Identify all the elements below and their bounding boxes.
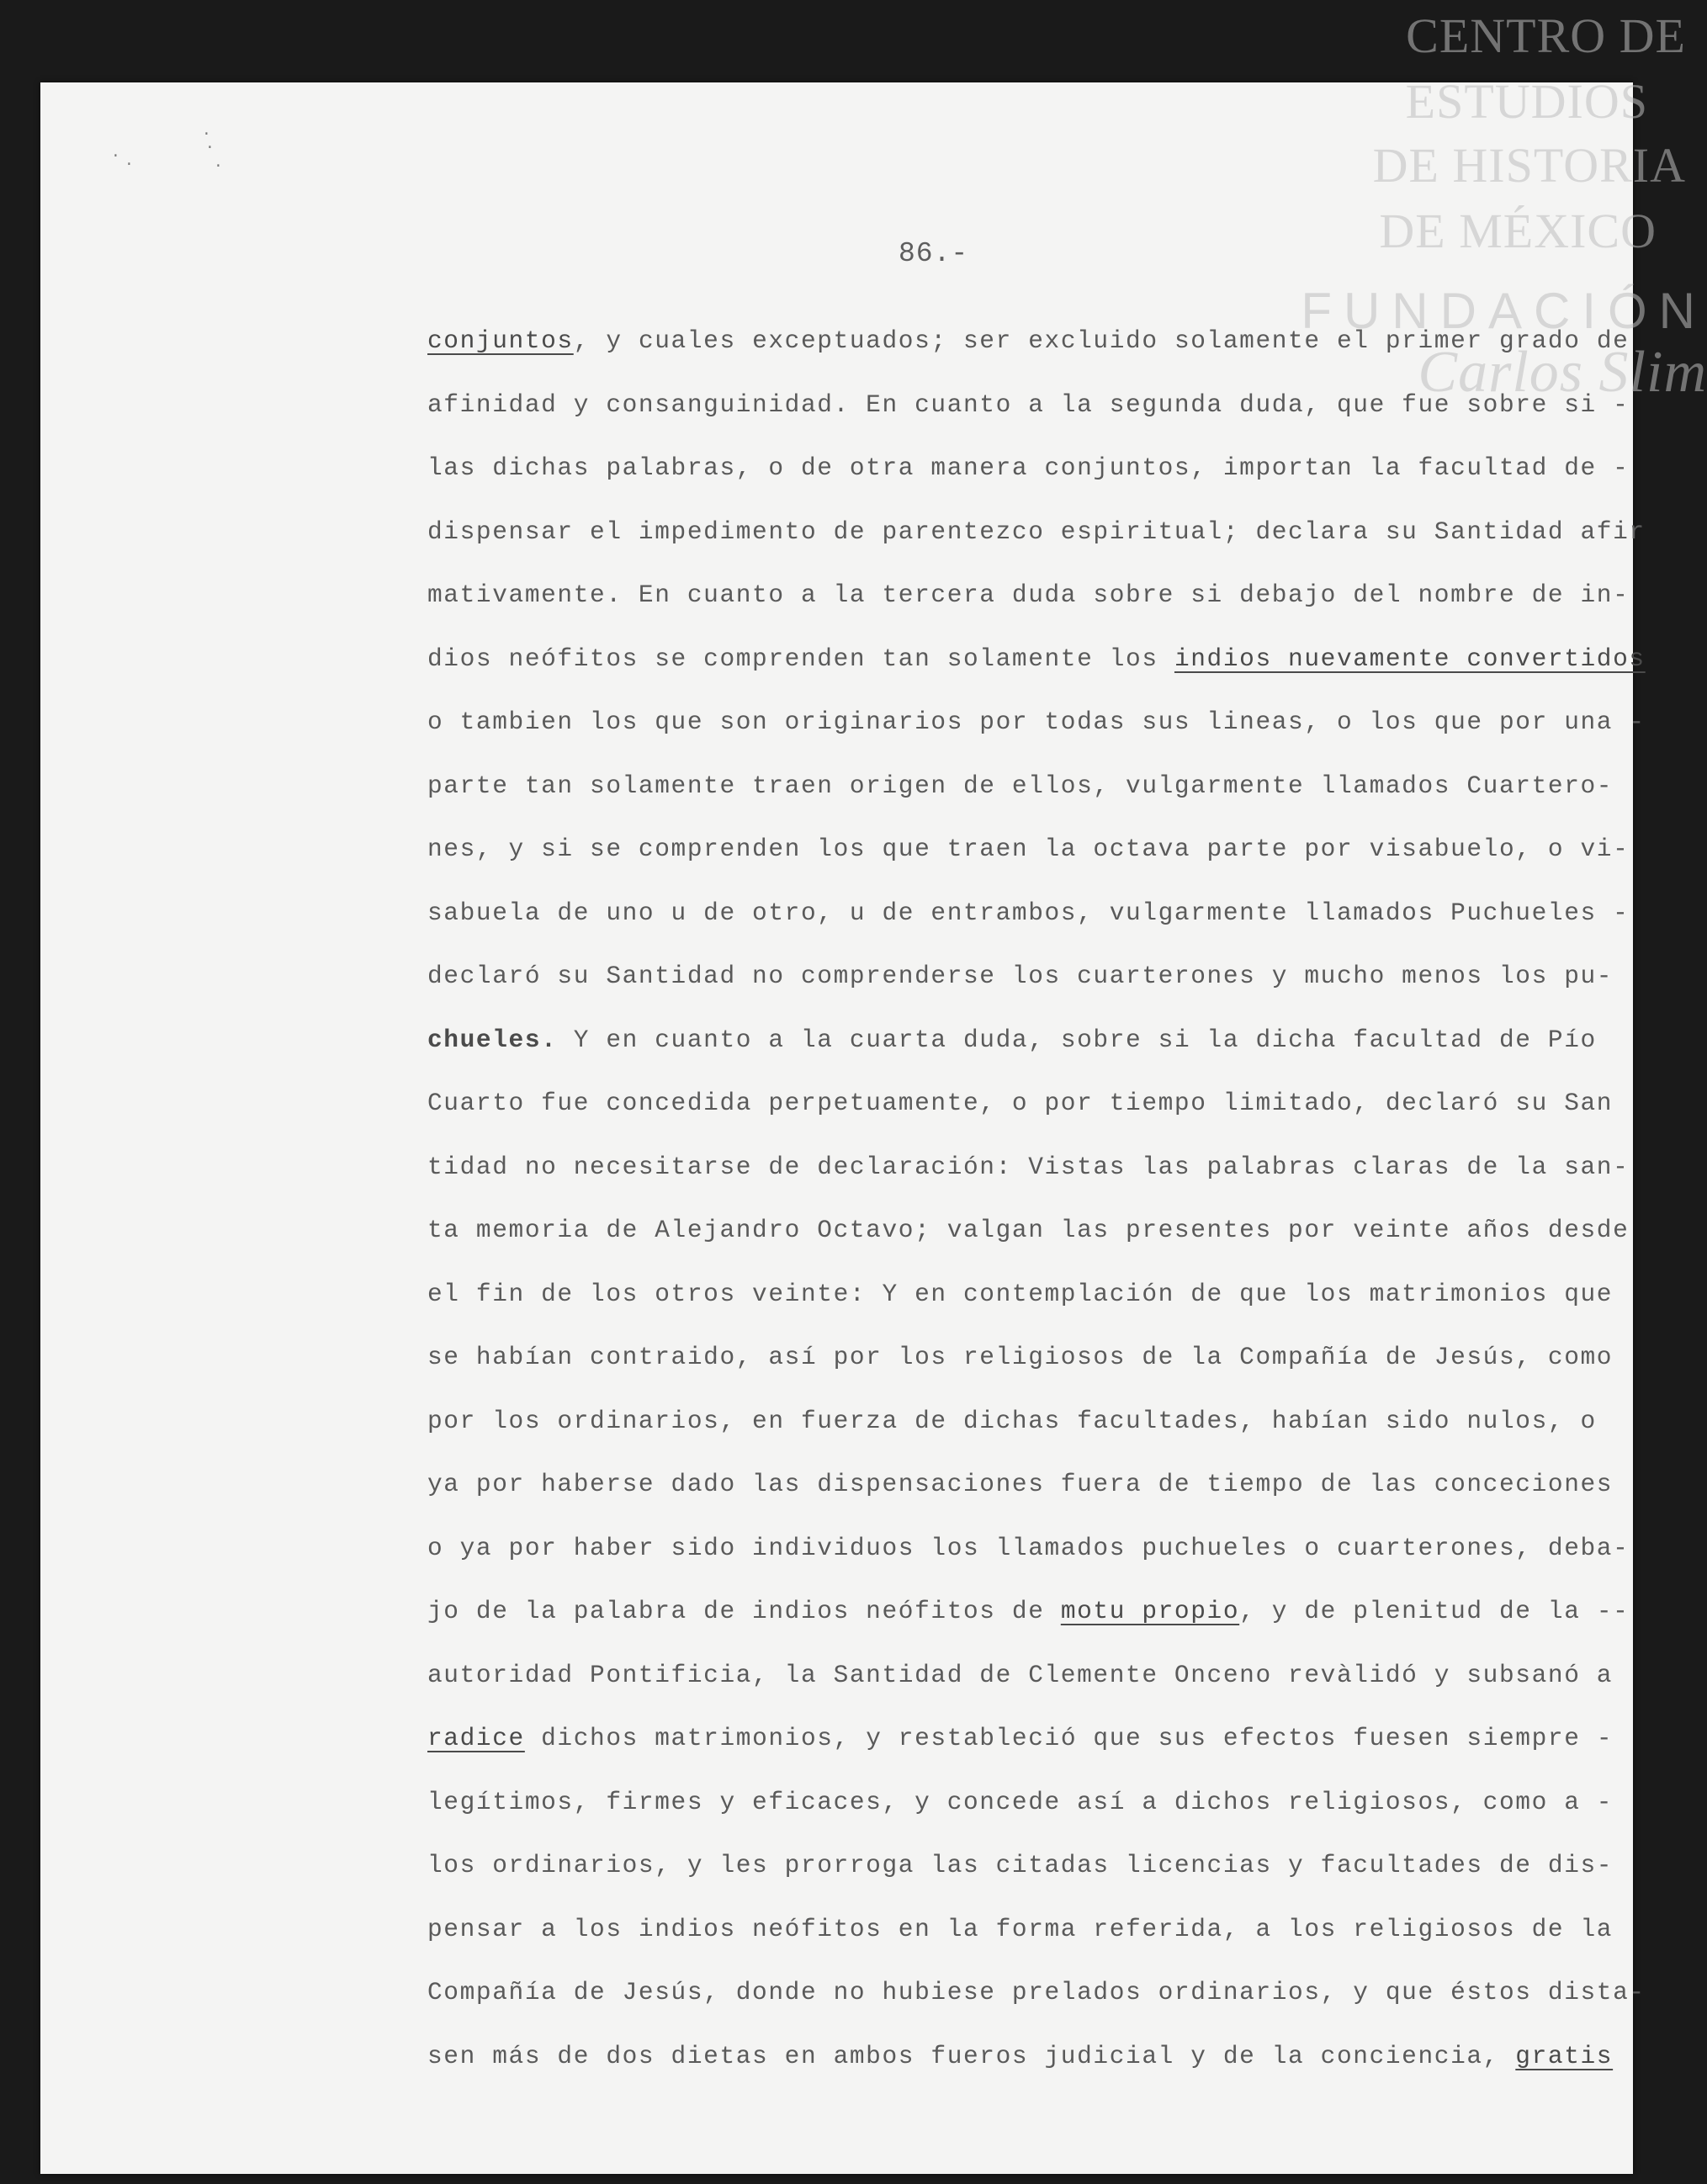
text-segment: Y en cuanto a la cuarta duda, sobre si la dicha facultad de Pío <box>557 1025 1597 1054</box>
text-segment: Compañía de Jesús, donde no hubiese prelados ordinarios, y que éstos dista- <box>427 1978 1646 2006</box>
watermark-line: FUNDACIÓN <box>1301 283 1707 339</box>
text-segment: nes, y si se comprenden los que traen la octava parte por visabuelo, o vi- <box>427 835 1630 863</box>
text-segment: , y de plenitud de la -- <box>1239 1597 1630 1625</box>
text-line <box>427 1707 1664 1771</box>
text-segment: jo de la palabra de indios neófitos de <box>427 1597 1061 1625</box>
text-segment: legítimos, firmes y eficaces, y concede así a dichos religiosos, como a - <box>427 1787 1614 1816</box>
text-segment: se habían contraido, así por los religiosos de la Compañía de Jesús, como <box>427 1343 1614 1371</box>
text-line <box>427 818 1664 882</box>
text-line <box>427 1771 1664 1835</box>
text-line <box>427 1009 1664 1073</box>
text-segment: dispensar el impedimento de parentezco espiritual; declara su Santidad afir <box>427 517 1646 546</box>
text-line <box>427 1517 1664 1581</box>
text-segment: las dichas palabras, o de otra manera conjuntos, importan la facultad de - <box>427 453 1630 482</box>
watermark-line: DE HISTORIA <box>1372 138 1686 193</box>
text-line <box>427 1961 1664 2025</box>
stray-mark: · <box>125 156 134 173</box>
text-line <box>427 628 1664 692</box>
text-line <box>427 691 1664 755</box>
stray-mark: · <box>202 126 211 143</box>
text-segment: autoridad Pontificia, la Santidad de Clemente Onceno revàlidó y subsanó a <box>427 1660 1614 1689</box>
watermark-line: ESTUDIOS <box>1405 74 1648 129</box>
stray-mark: · <box>111 148 120 165</box>
underlined-text: conjuntos <box>427 326 574 355</box>
text-segment: dios neófitos se comprenden tan solamente los <box>427 644 1174 673</box>
text-line <box>427 501 1664 565</box>
text-line <box>427 945 1664 1009</box>
text-line <box>427 882 1664 946</box>
text-line <box>427 1199 1664 1263</box>
stray-mark: · <box>214 158 223 175</box>
watermark-line: DE MÉXICO <box>1379 204 1657 258</box>
text-line <box>427 1072 1664 1136</box>
text-segment: mativamente. En cuanto a la tercera duda sobre si debajo del nombre de in- <box>427 580 1630 609</box>
text-segment: por los ordinarios, en fuerza de dichas facultades, habían sido nulos, o <box>427 1406 1597 1435</box>
text-line <box>427 310 1664 374</box>
text-line <box>427 1326 1664 1390</box>
text-segment: tidad no necesitarse de declaración: Vistas las palabras claras de la san- <box>427 1152 1630 1181</box>
text-segment: ta memoria de Alejandro Octavo; valgan las presentes por veinte años desde <box>427 1216 1630 1244</box>
text-segment: Cuarto fue concedida perpetuamente, o por tiempo limitado, declaró su San <box>427 1089 1614 1117</box>
text-segment: , y cuales exceptuados; ser excluido solamente el primer grado de <box>573 326 1630 355</box>
underlined-text: radice <box>427 1724 525 1752</box>
text-segment: afinidad y consanguinidad. En cuanto a la segunda duda, que fue sobre si - <box>427 390 1630 419</box>
text-line <box>427 1834 1664 1898</box>
text-segment: chueles. <box>427 1025 558 1054</box>
underlined-text: motu propio <box>1060 1597 1240 1625</box>
text-line <box>427 437 1664 501</box>
stray-mark: · <box>205 140 215 156</box>
text-line <box>427 2025 1664 2089</box>
underlined-text: indios nuevamente convertidos <box>1174 644 1646 673</box>
text-line <box>427 1580 1664 1644</box>
text-segment: los ordinarios, y les prorroga las citadas licencias y facultades de dis- <box>427 1851 1614 1879</box>
watermark-signature: Carlos Slim <box>1418 340 1707 405</box>
text-line <box>427 564 1664 628</box>
text-segment: sabuela de uno u de otro, u de entrambos, vulgarmente llamados Puchueles - <box>427 898 1630 927</box>
text-segment: parte tan solamente traen origen de ellos, vulgarmente llamados Cuartero- <box>427 771 1614 800</box>
text-line <box>427 1644 1664 1708</box>
document-page <box>40 82 1646 2174</box>
text-line <box>427 1898 1664 1962</box>
text-segment: pensar a los indios neófitos en la forma referida, a los religiosos de la <box>427 1914 1614 1943</box>
text-segment: sen más de dos dietas en ambos fueros judicial y de la conciencia, <box>427 2041 1516 2070</box>
page-number: 86.- <box>899 238 969 269</box>
text-segment: ya por haberse dado las dispensaciones fuera de tiempo de las conceciones <box>427 1470 1614 1498</box>
text-segment: dichos matrimonios, y restableció que sus efectos fuesen siempre - <box>524 1724 1614 1752</box>
text-line <box>427 1136 1664 1200</box>
text-segment: o ya por haber sido individuos los llamados puchueles o cuarterones, deba- <box>427 1533 1630 1562</box>
text-segment: el fin de los otros veinte: Y en contemplación de que los matrimonios que <box>427 1279 1614 1308</box>
text-segment: o tambien los que son originarios por todas sus lineas, o los que por una - <box>427 708 1646 736</box>
text-line <box>427 1263 1664 1327</box>
watermark-line: CENTRO DE <box>1406 8 1686 63</box>
text-segment: declaró su Santidad no comprenderse los cuarterones y mucho menos los pu- <box>427 962 1614 990</box>
text-line <box>427 1453 1664 1517</box>
text-line <box>427 374 1664 437</box>
underlined-text: gratis <box>1515 2041 1614 2070</box>
text-line <box>427 755 1664 819</box>
text-line <box>427 1390 1664 1454</box>
document-body <box>427 310 1664 2088</box>
